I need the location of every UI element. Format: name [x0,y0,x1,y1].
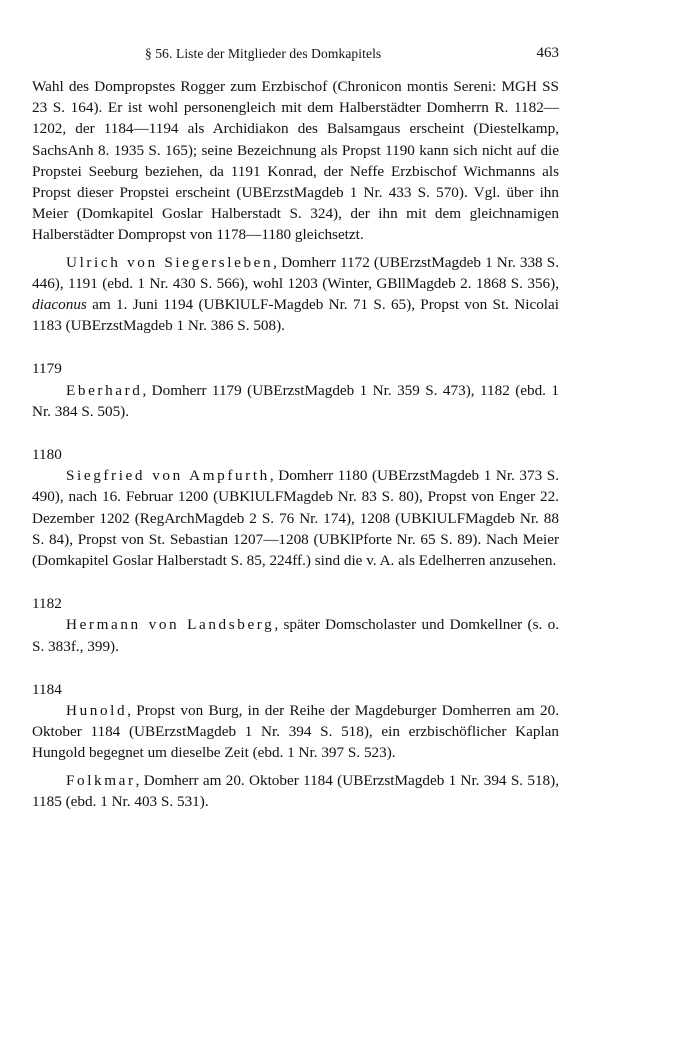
entry-text: , Propst von Burg, in der Reihe der Magdeburger Domherren am 20. Oktober 1184 (UBErzstMagdeb 1 Nr. 394 S. 518), ein erzbischöflicher Kaplan Hungold begegnet um dieselbe Zeit (ebd. 1 Nr. 397 S. 523). [32,702,559,762]
year-heading: 1182 [32,595,62,613]
body-text [32,76,559,812]
entry-text: am 1. Juni 1194 (UBKlULF-Magdeb Nr. 71 S. 65), Propst von St. Nicolai 1183 (UBErzstMagdeb 1 Nr. 386 S. 508). [32,296,559,335]
entry-text: , später Domscholaster und Domkellner (s. o. S. 383f., 399). [32,616,560,655]
year-heading: 1180 [32,446,62,464]
entry-siegfried [32,465,559,571]
person-name: Eberhard [66,381,143,399]
person-name: Hunold [66,702,128,720]
entry-text: , Domherr 1179 (UBErzstMagdeb 1 Nr. 359 S. 473), 1182 (ebd. 1 Nr. 384 S. 505). [32,381,559,420]
person-name: Ulrich von Siegersleben [66,253,274,271]
running-title: § 56. Liste der Mitglieder des Domkapitels [145,46,382,61]
year-heading: 1184 [32,680,62,698]
book-page [32,40,559,812]
running-header [32,40,559,62]
year-heading: 1179 [32,360,62,378]
italic-term: diaconus [32,296,87,314]
page-number: 463 [536,45,559,61]
entry-hunold [32,700,559,764]
person-name: Hermann von Landsberg [66,616,275,634]
entry-text: , Domherr 1172 (UBErzstMagdeb 1 Nr. 338 S. 446), 1191 (ebd. 1 Nr. 430 S. 566), wohl 1203 (Winter, GBllMagdeb 2. 1868 S. 356), [32,253,559,292]
entry-ulrich [32,252,559,337]
person-name: Siegfried von Ampfurth [66,467,270,485]
entry-folkmar [32,770,559,812]
person-name: Folkmar [66,771,136,789]
entry-text: , Domherr am 20. Oktober 1184 (UBErzstMagdeb 1 Nr. 394 S. 518), 1185 (ebd. 1 Nr. 403 S. 531). [32,771,559,810]
intro-paragraph: Wahl des Dompropstes Rogger zum Erzbischof (Chronicon montis Sereni: MGH SS 23 S. 164). Er ist wohl personengleich mit dem Halberstädter Domherrn R. 1182—1202, der 1184—1194 als Archidiakon des Balsamgaus erscheint (Diestelkamp, SachsAnh 8. 1935 S. 165); seine Bezeichnung als Propst 1190 kann sich nicht auf die Propstei Seeburg beziehen, da 1191 Konrad, der Neffe Erzbischof Wichmanns als Propst dieser Propstei erscheint (UBErzstMagdeb 1 Nr. 433 S. 570). Vgl. über ihn Meier (Domkapitel Goslar Halberstadt S. 324), der ihn mit dem gleichnamigen Halberstädter Dompropst von 1178—1180 gleichsetzt. [32,78,559,244]
entry-text: , Domherr 1180 (UBErzstMagdeb 1 Nr. 373 S. 490), nach 16. Februar 1200 (UBKlULFMagdeb Nr. 83 S. 80), Propst von Enger 22. Dezember 1202 (RegArchMagdeb 2 S. 76 Nr. 174), 1208 (UBKlULFMagdeb Nr. 88 S. 84), Propst von St. Sebastian 1207—1208 (UBKlPforte Nr. 65 S. 89). Nach Meier (Domkapitel Goslar Halberstadt S. 85, 224ff.) sind die v. A. als Edelherren anzusehen. [32,467,559,570]
entry-hermann [32,614,559,656]
entry-eberhard [32,380,559,422]
